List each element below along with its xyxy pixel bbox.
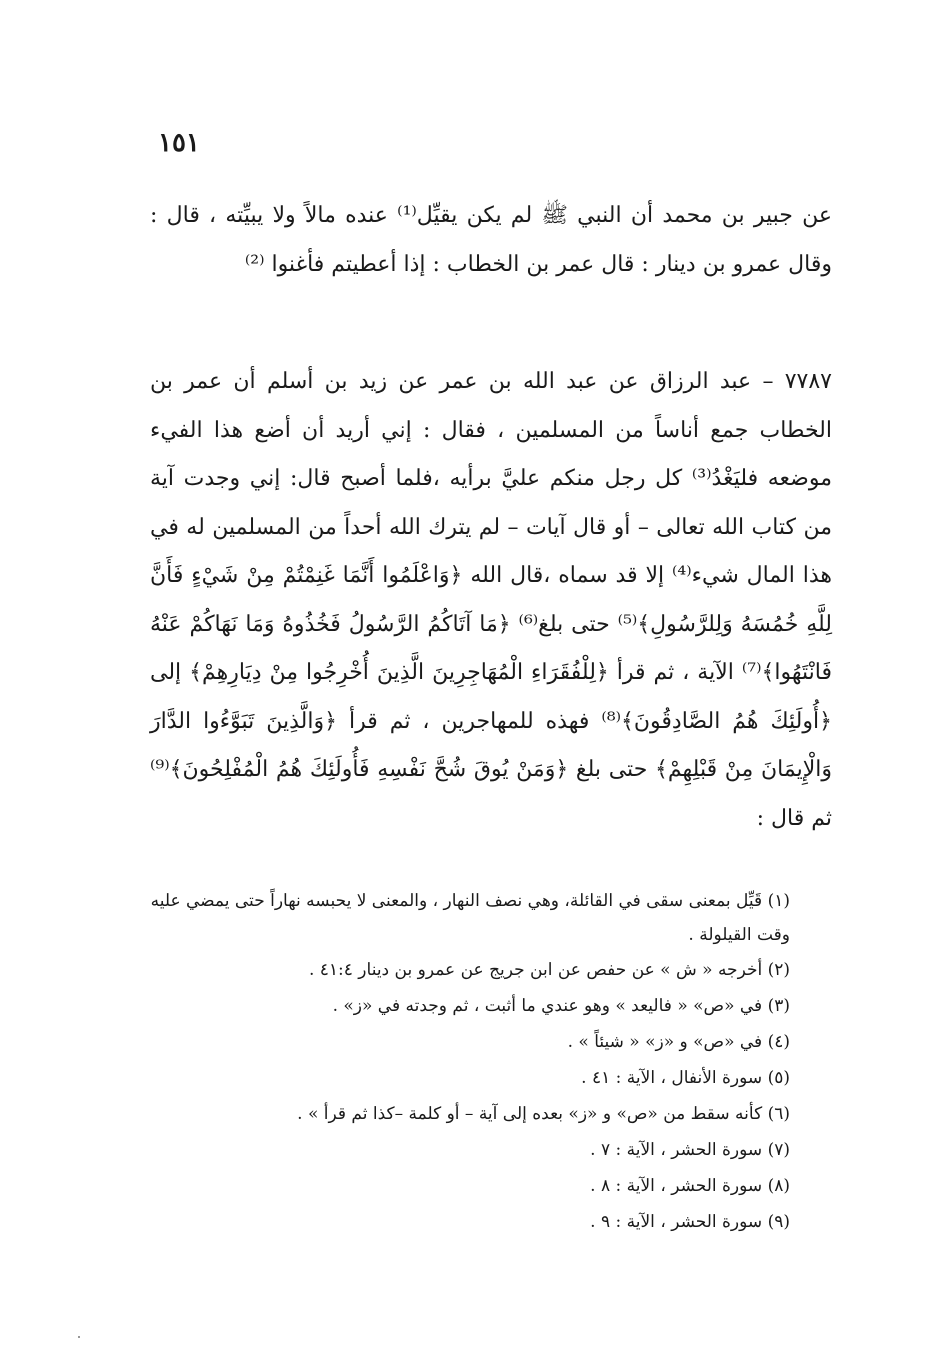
footnote-2: (٢) أخرجه « ش » عن حفص عن ابن جريج عن عمرو بن دينار ٤١:٤ .	[308, 960, 790, 980]
footnote-1: (١) قَيِّل بمعنى سقى في القائلة، وهي نصف النهار ، والمعنى لا يحبسه نهاراً حتى يمضي عليه وقت القيلولة .	[150, 891, 790, 945]
paragraph-text: ٧٧٨٧ – عبد الرزاق عن عبد الله بن عمر عن زيد بن أسلم أن عمر بن الخطاب جمع أناساً من المسلمين ، فقال : إني أريد أن أضع هذا الفيء موضعه فليَغْدُ⁽³⁾ كل رجل منكم عليَّ برأيه ،فلما أصبح قال: إني وجدت آية من كتاب الله تعالى – أو قال آيات – لم يترك الله أحداً من المسلمين له في هذا المال شيء⁽⁴⁾ إلا قد سماه ،قال الله ﴿وَاعْلَمُوا أَنَّمَا غَنِمْتُمْ مِنْ شَيْءٍ فَأَنَّ لِلَّهِ خُمُسَهُ وَلِلرَّسُولِ﴾⁽⁵⁾ حتى بلغ⁽⁶⁾ ﴿مَا آتَاكُمُ الرَّسُولُ فَخُذُوهُ وَمَا نَهَاكُمْ عَنْهُ فَانْتَهُوا﴾⁽⁷⁾ الآية ، ثم قرأ ﴿لِلْفُقَرَاءِ الْمُهَاجِرِينَ الَّذِينَ أُخْرِجُوا مِنْ دِيَارِهِمْ﴾ إلى ﴿أُولَئِكَ هُمُ الصَّادِقُونَ﴾⁽⁸⁾ فهذه للمهاجرين ، ثم قرأ ﴿وَالَّذِينَ تَبَوَّءُوا الدَّارَ وَالْإِيمَانَ مِنْ قَبْلِهِمْ﴾ حتى بلغ ﴿وَمَنْ يُوقَ شُحَّ نَفْسِهِ فَأُولَئِكَ هُمُ الْمُفْلِحُونَ﴾⁽⁹⁾ ثم قال :	[150, 369, 833, 831]
scan-speck	[78, 1336, 80, 1338]
paragraph-text: عن جبير بن محمد أن النبي ﷺ لم يكن يقيِّل⁽¹⁾ عنده مالاً ولا يبيِّته ، قال : وقال عمرو بن دينار : قال عمر بن الخطاب : إذا أعطيتم فأغنوا ⁽²⁾	[150, 203, 832, 277]
footnote-5: (٥) سورة الأنفال ، الآية : ٤١ .	[581, 1068, 790, 1088]
footnote-3: (٣) في «ص» « فاليعد » وهو عندي ما أثبت ، ثم وجدته في «ز» .	[332, 996, 790, 1016]
footnotes	[150, 884, 790, 1240]
footnote-8: (٨) سورة الحشر ، الآية : ٨ .	[590, 1176, 790, 1196]
paragraph-1	[150, 192, 832, 289]
footnote-9: (٩) سورة الحشر ، الآية : ٩ .	[590, 1212, 790, 1232]
page-number: ١٥١	[158, 128, 200, 158]
footnote-4: (٤) في «ص» و «ز» « شيئاً » .	[567, 1032, 790, 1052]
footnote-6: (٦) كأنه سقط من «ص» و «ز» بعده إلى آية – أو كلمة –كذا ثم قرأ » .	[297, 1104, 790, 1124]
paragraph-2	[150, 358, 832, 843]
footnote-7: (٧) سورة الحشر ، الآية : ٧ .	[590, 1140, 790, 1160]
